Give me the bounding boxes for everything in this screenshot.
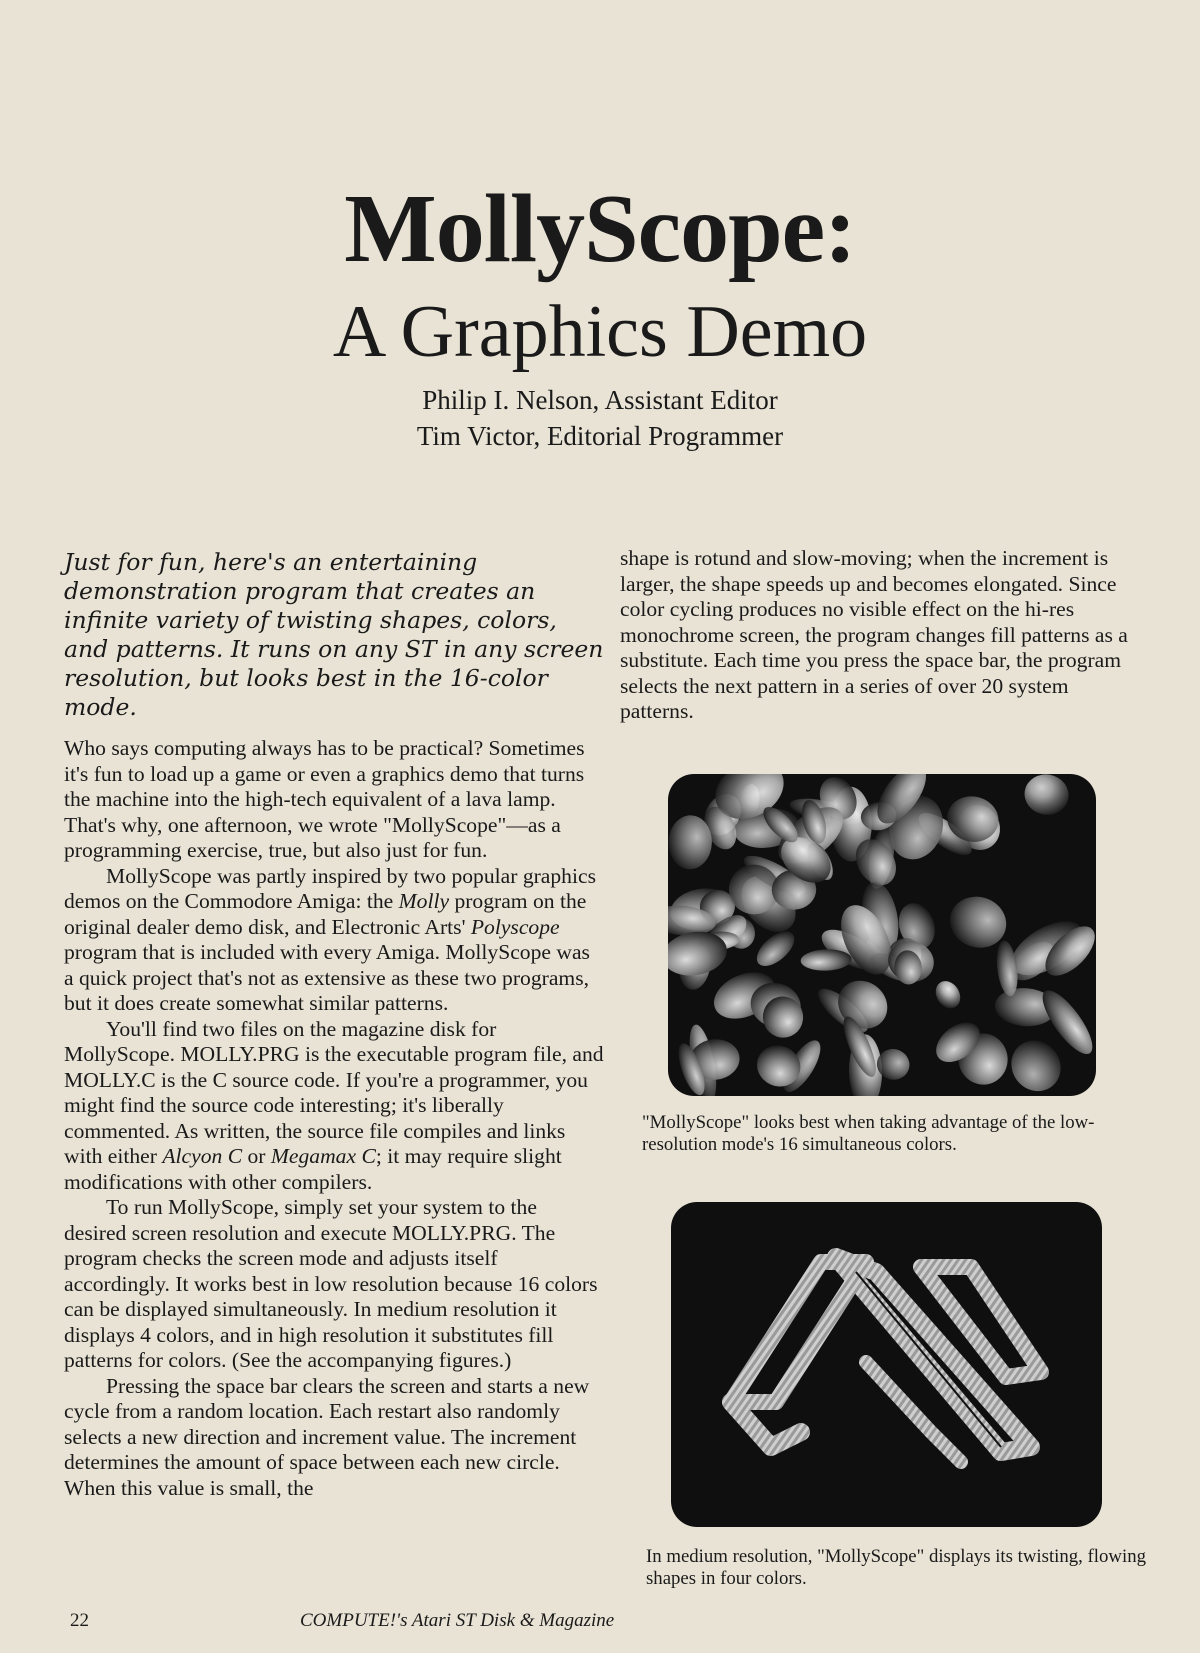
article-title: MollyScope:	[344, 175, 856, 283]
body-paragraph-3	[64, 1017, 604, 1196]
magazine-name: COMPUTE!'s Atari ST Disk & Magazine	[300, 1610, 615, 1631]
medium-res-pattern-image	[671, 1202, 1102, 1527]
body-paragraph-5: Pressing the space bar clears the screen and starts a new cycle from a random location. Each restart also randomly selects a new direction and increment value. The increment determines the amount of space between each new circle. When this value is small, the	[64, 1373, 590, 1500]
text-run: program that is included with every Amiga. MollyScope was a quick project that's not as extensive as these two programs, but it does create somewhat similar patterns.	[64, 940, 590, 1015]
figure-low-res-screenshot	[668, 774, 1096, 1096]
body-column-right	[620, 546, 1140, 725]
swirl-blob	[1001, 1031, 1070, 1096]
text-run: MollyScope was partly inspired by two popular graphics demos on the Commodore Amiga: the	[64, 863, 596, 913]
figure-medium-res-screenshot	[671, 1202, 1102, 1527]
page-number: 22	[70, 1610, 89, 1631]
figure-caption-1: "MollyScope" looks best when taking advantage of the low-resolution mode's 16 simultaneous colors.	[642, 1112, 1095, 1155]
article-subtitle: A Graphics Demo	[332, 291, 868, 373]
author-byline-1: Philip I. Nelson, Assistant Editor	[422, 385, 778, 415]
program-name-polyscope: Polyscope	[470, 914, 560, 939]
text-run: ; it may require slight modifications with other compilers.	[64, 1144, 562, 1194]
swirl-blob	[1021, 774, 1072, 819]
text-run: program on the original dealer demo disk, and Electronic Arts'	[64, 889, 587, 939]
author-byline-2: Tim Victor, Editorial Programmer	[416, 421, 784, 451]
low-res-pattern-image	[668, 774, 1096, 1096]
text-run: or	[242, 1144, 271, 1168]
text-run: You'll find two files on the magazine disk for MollyScope. MOLLY.PRG is the executable program file, and MOLLY.C is the C source code. If you're a programmer, you might find the source code interesting; it's liberally commented. As written, the source file compiles and links with either	[64, 1016, 604, 1168]
compiler-name-megamax: Megamax C	[270, 1144, 376, 1168]
body-paragraph-2	[64, 864, 604, 1017]
body-paragraph-4: To run MollyScope, simply set your system to the desired screen resolution and execute MOLLY.PRG. The program checks the screen mode and adjusts itself accordingly. It works best in low resolution because 16 colors can be displayed simultaneously. In medium resolution it displays 4 colors, and in high resolution it substitutes fill patterns for colors. (See the accompanying figures.)	[64, 1195, 598, 1372]
swirl-blobs	[668, 774, 1096, 1096]
body-paragraph-6: shape is rotund and slow-moving; when the increment is larger, the shape speeds up and becomes elongated. Since color cycling produces no visible effect on the hi-res monochrome screen, the program changes fill patterns as a substitute. Each time you press the space bar, the program selects the next pattern in a series of over 20 system patterns.	[620, 546, 1128, 723]
compiler-name-alcyon: Alcyon C	[162, 1144, 243, 1168]
swirl-blob	[751, 925, 801, 972]
intro-blurb: Just for fun, here's an entertaining demonstration program that creates an infinite variety of twisting shapes, colors, and patterns. It runs on any ST in any screen resolution, but looks best in the 16-color mode.	[64, 548, 604, 721]
figure-caption-2: In medium resolution, "MollyScope" displays its twisting, flowing shapes in four colors.	[646, 1546, 1146, 1589]
swirl-blob	[931, 977, 965, 1013]
swirl-blob	[828, 971, 897, 1039]
body-paragraph-1: Who says computing always has to be practical? Sometimes it's fun to load up a game or even a graphics demo that turns the machine into the high-tech equivalent of a lava lamp. That's why, one afternoon, we wrote "MollyScope"—as a programming exercise, true, but also just for fun.	[64, 736, 585, 862]
body-column-left	[64, 736, 604, 1501]
program-name-molly: Molly	[398, 889, 450, 913]
